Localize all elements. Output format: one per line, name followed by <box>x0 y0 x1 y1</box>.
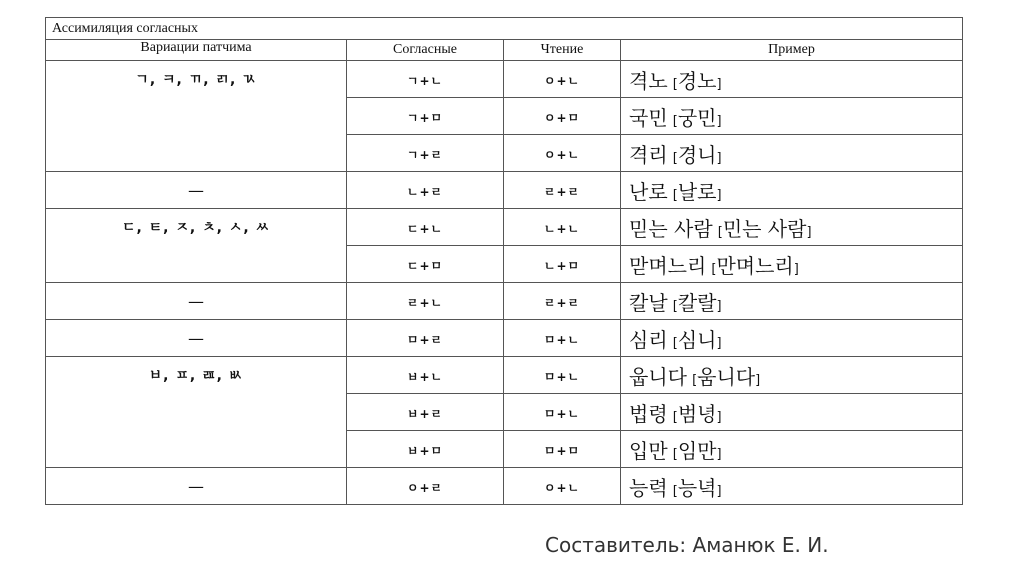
pronunciation: [경노] <box>672 68 722 93</box>
consonants-cell <box>347 98 504 135</box>
consonants-cell <box>347 135 504 172</box>
variation-text: — <box>188 328 204 348</box>
table-caption: Ассимиляция согласных <box>46 18 962 40</box>
consonants-text: ㅇ+ㄹ <box>406 480 444 495</box>
consonants-text: ㄱ+ㅁ <box>406 110 444 125</box>
consonants-text: ㄷ+ㅁ <box>406 258 444 273</box>
pronunciation-text: 만며느리 <box>716 253 794 278</box>
variation-cell <box>46 209 347 283</box>
reading-text: ㅇ+ㄴ <box>543 480 581 495</box>
reading-text: ㅇ+ㅁ <box>543 110 581 125</box>
author-credit: Составитель: Аманюк Е. И. <box>545 533 829 557</box>
example-cell <box>621 431 963 468</box>
example-cell <box>621 135 963 172</box>
example-word: 격리 <box>629 142 668 167</box>
pronunciation-text: 경니 <box>677 142 717 167</box>
pronunciation-text: 임만 <box>677 438 717 463</box>
consonants-text: ㅁ+ㄹ <box>406 332 444 347</box>
consonants-cell <box>347 468 504 505</box>
reading-text: ㅇ+ㄴ <box>543 73 581 88</box>
consonants-text: ㄴ+ㄹ <box>406 184 444 199</box>
consonants-cell <box>347 320 504 357</box>
variation-cell <box>46 283 347 320</box>
example-cell <box>621 246 963 283</box>
example-cell <box>621 357 963 394</box>
table-row <box>46 283 962 320</box>
variation-text: — <box>188 291 204 311</box>
variation-text: ㅂ, ㅍ, ㄿ, ㅄ <box>148 368 244 384</box>
example-cell <box>621 283 963 320</box>
example-cell <box>621 209 963 246</box>
variation-text: ㄷ, ㅌ, ㅈ, ㅊ, ㅅ, ㅆ <box>121 220 271 236</box>
example-cell <box>621 98 963 135</box>
example-cell <box>621 320 963 357</box>
consonants-cell <box>347 172 504 209</box>
consonants-text: ㄱ+ㄹ <box>406 147 444 162</box>
pronunciation-text: 범녕 <box>677 401 717 426</box>
consonants-text: ㄷ+ㄴ <box>406 221 444 236</box>
consonants-cell <box>347 431 504 468</box>
consonants-text: ㄹ+ㄴ <box>406 295 444 310</box>
header-example: Пример <box>621 40 963 61</box>
example-word: 입만 <box>629 438 668 463</box>
header-row <box>46 40 962 61</box>
pronunciation-text: 능녁 <box>677 475 717 500</box>
consonants-cell <box>347 61 504 98</box>
variation-text: — <box>188 180 204 200</box>
pronunciation-text: 날로 <box>677 179 717 204</box>
reading-cell <box>504 61 621 98</box>
pronunciation-text: 경노 <box>677 68 717 93</box>
reading-cell <box>504 246 621 283</box>
example-word: 법령 <box>629 401 668 426</box>
example-word: 격노 <box>629 68 668 93</box>
consonants-cell <box>347 246 504 283</box>
reading-text: ㄴ+ㄴ <box>543 221 581 236</box>
variation-text: — <box>188 476 204 496</box>
variation-cell <box>46 468 347 505</box>
reading-cell <box>504 468 621 505</box>
example-cell <box>621 394 963 431</box>
table-grid <box>46 40 962 504</box>
reading-cell <box>504 172 621 209</box>
pronunciation: [심니] <box>672 327 722 352</box>
consonants-cell <box>347 394 504 431</box>
example-word: 능력 <box>629 475 668 500</box>
reading-cell <box>504 357 621 394</box>
pronunciation: [경니] <box>672 142 722 167</box>
pronunciation: [만며느리] <box>711 253 799 278</box>
example-word: 웁니다 <box>629 364 687 389</box>
consonants-text: ㅂ+ㄹ <box>406 406 444 421</box>
reading-cell <box>504 394 621 431</box>
pronunciation: [임만] <box>672 438 722 463</box>
reading-text: ㅁ+ㅁ <box>543 443 581 458</box>
table-row <box>46 357 962 394</box>
reading-cell <box>504 135 621 172</box>
example-word: 난로 <box>629 179 668 204</box>
table-row <box>46 209 962 246</box>
reading-cell <box>504 320 621 357</box>
consonants-text: ㄱ+ㄴ <box>406 73 444 88</box>
pronunciation: [민는 사람] <box>717 216 812 241</box>
consonants-cell <box>347 209 504 246</box>
consonants-text: ㅂ+ㅁ <box>406 443 444 458</box>
variation-text: ㄱ, ㅋ, ㄲ, ㄺ, ㄳ <box>135 72 257 88</box>
header-consonants: Согласные <box>347 40 504 61</box>
variation-cell <box>46 172 347 209</box>
header-variations: Вариации патчима <box>46 40 347 61</box>
pronunciation-text: 심니 <box>677 327 717 352</box>
variation-cell <box>46 320 347 357</box>
example-word: 칼날 <box>629 290 668 315</box>
reading-text: ㅁ+ㄴ <box>543 406 581 421</box>
pronunciation-text: 민는 사람 <box>722 216 807 241</box>
example-word: 믿는 사람 <box>629 216 713 241</box>
example-word: 심리 <box>629 327 668 352</box>
table-body <box>46 61 962 505</box>
reading-cell <box>504 98 621 135</box>
consonants-cell <box>347 357 504 394</box>
reading-text: ㅁ+ㄴ <box>543 369 581 384</box>
consonants-text: ㅂ+ㄴ <box>406 369 444 384</box>
reading-text: ㄴ+ㅁ <box>543 258 581 273</box>
pronunciation: [날로] <box>672 179 722 204</box>
reading-cell <box>504 209 621 246</box>
consonants-cell <box>347 283 504 320</box>
reading-text: ㄹ+ㄹ <box>543 295 581 310</box>
pronunciation-text: 궁민 <box>677 105 717 130</box>
example-cell <box>621 61 963 98</box>
example-word: 국민 <box>629 105 668 130</box>
pronunciation: [범녕] <box>672 401 722 426</box>
table-row <box>46 468 962 505</box>
reading-text: ㅁ+ㄴ <box>543 332 581 347</box>
reading-text: ㄹ+ㄹ <box>543 184 581 199</box>
reading-cell <box>504 431 621 468</box>
reading-text: ㅇ+ㄴ <box>543 147 581 162</box>
table-row <box>46 61 962 98</box>
table-row <box>46 320 962 357</box>
header-reading: Чтение <box>504 40 621 61</box>
pronunciation-text: 칼랄 <box>677 290 717 315</box>
table-row <box>46 172 962 209</box>
pronunciation: [움니다] <box>692 364 761 389</box>
reading-cell <box>504 283 621 320</box>
variation-cell <box>46 357 347 468</box>
example-cell <box>621 172 963 209</box>
variation-cell <box>46 61 347 172</box>
pronunciation: [칼랄] <box>672 290 722 315</box>
example-word: 맏며느리 <box>629 253 707 278</box>
example-cell <box>621 468 963 505</box>
assimilation-table <box>45 17 963 505</box>
pronunciation-text: 움니다 <box>697 364 756 389</box>
pronunciation: [능녁] <box>672 475 722 500</box>
pronunciation: [궁민] <box>672 105 722 130</box>
